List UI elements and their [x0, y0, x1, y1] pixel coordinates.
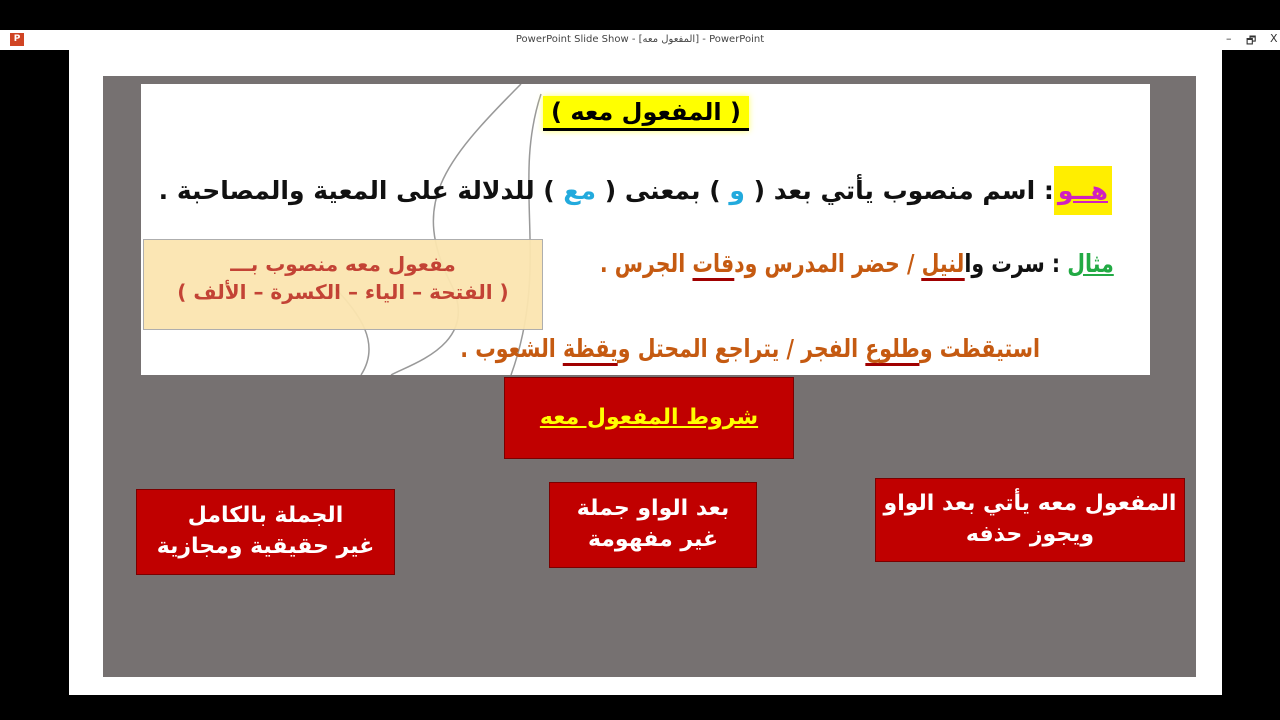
example-underlined: قات — [693, 249, 735, 281]
example-part: الشعوب . — [460, 334, 563, 363]
condition-box-1 — [875, 478, 1185, 562]
example-part: استيقظت و — [919, 334, 1040, 363]
definition-text — [159, 176, 1112, 205]
note-box — [143, 239, 543, 330]
condition-line: المفعول معه يأتي بعد الواو — [883, 491, 1177, 517]
paren: ( — [499, 280, 509, 304]
note-line-1: مفعول معه منصوب بـــ — [230, 252, 456, 276]
title-bar — [0, 30, 1280, 50]
note-cases: الفتحة – الياء – الكسرة – الألف — [186, 280, 500, 304]
close-button[interactable]: X — [1270, 32, 1278, 45]
example-part: : سرت وا — [964, 249, 1068, 278]
condition-box-2 — [549, 482, 757, 568]
condition-line: غير مفهومة — [587, 527, 719, 552]
definition-part: ) بمعنى ( — [595, 176, 730, 205]
example-part: الجرس . — [600, 249, 693, 278]
definition-panel — [141, 84, 1150, 375]
window-title: PowerPoint Slide Show - [المفعول معه] - PowerPoint — [515, 34, 765, 45]
definition-part: : اسم منصوب يأتي بعد ( — [744, 176, 1054, 205]
ma-word: مع — [563, 176, 596, 205]
condition-line: ويجوز حذفه — [965, 522, 1095, 547]
condition-line: غير حقيقية ومجازية — [156, 534, 375, 559]
example-underlined: طلوع — [865, 334, 920, 366]
conditions-title: شروط المفعول معه — [539, 404, 759, 430]
note-line-2 — [144, 280, 542, 304]
slide-heading: ( المفعول معه ) — [543, 96, 749, 131]
powerpoint-icon: P — [10, 33, 24, 46]
conditions-title-box — [504, 377, 794, 459]
paren: ) — [177, 280, 187, 304]
definition-label: هــو — [1054, 166, 1112, 215]
waw-word: و — [729, 176, 745, 205]
restore-button[interactable]: 🗗 — [1246, 34, 1257, 47]
example-part: الفجر / يتراجع المحتل و — [617, 334, 866, 363]
example-label: مثال — [1067, 249, 1114, 278]
example-line-1 — [600, 249, 1114, 278]
example-line-2 — [460, 334, 1040, 363]
condition-line: الجملة بالكامل — [187, 503, 344, 529]
condition-box-3 — [136, 489, 395, 575]
definition-part: ) للدلالة على المعية والمصاحبة . — [158, 176, 564, 205]
example-part: / حضر المدرس ود — [734, 249, 922, 278]
example-underlined: يقظة — [563, 334, 618, 366]
condition-line: بعد الواو جملة — [576, 496, 730, 522]
minimize-button[interactable]: – — [1226, 32, 1232, 45]
example-underlined: لنيل — [922, 249, 965, 281]
